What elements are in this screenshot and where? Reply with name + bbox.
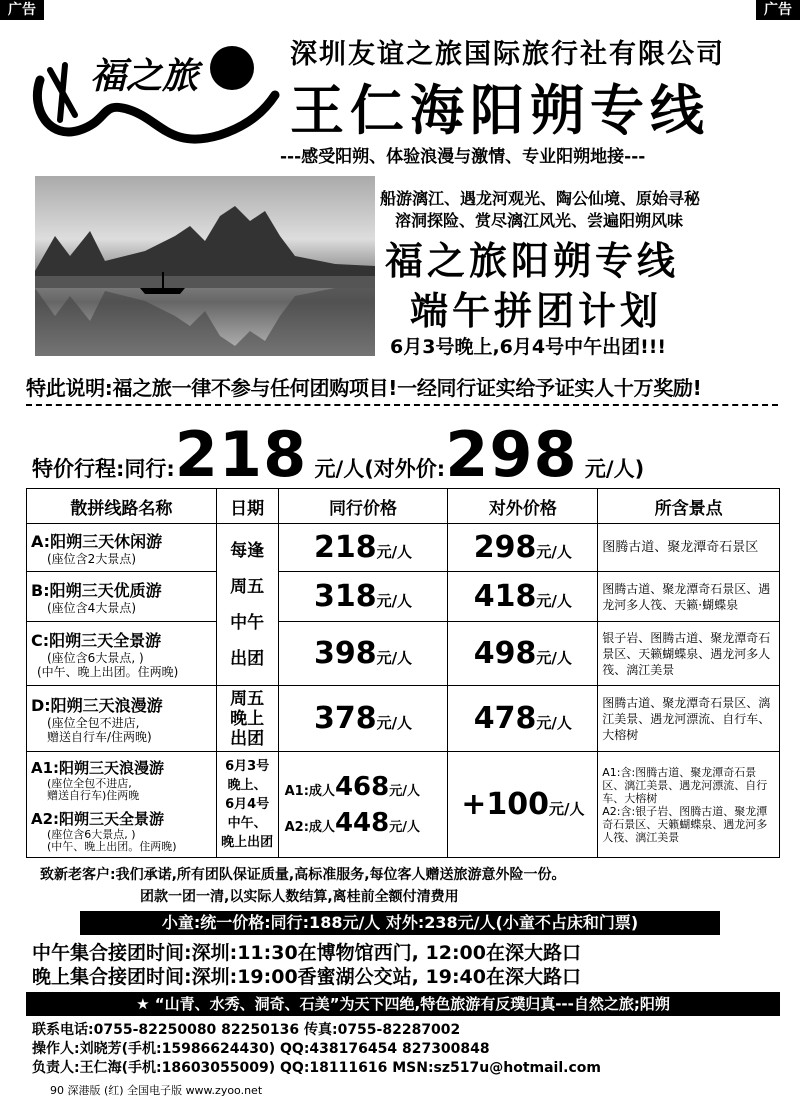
price-unit: 元/人 bbox=[536, 714, 572, 732]
table-row bbox=[27, 572, 780, 622]
date-cell bbox=[216, 524, 278, 686]
route-name: A1:阳朔三天浪漫游 bbox=[31, 758, 165, 777]
peer-price-cell bbox=[278, 752, 448, 858]
route-table bbox=[26, 488, 780, 858]
date-text: 晚上 bbox=[230, 708, 265, 729]
date-text: 6月3号 bbox=[225, 759, 270, 774]
notice: 特此说明:福之旅一律不参与任何团购项目!一经同行证实给予证实人十万奖励! bbox=[26, 376, 702, 400]
route-note: (座位全包不进店, bbox=[47, 776, 132, 790]
date-text: 出团 bbox=[230, 728, 265, 749]
landscape-photo bbox=[35, 176, 375, 356]
public-unit: 元/人) bbox=[577, 457, 645, 481]
sights-cell: 图腾古道、聚龙潭奇石景区 bbox=[598, 524, 780, 572]
route-name-cell bbox=[27, 752, 217, 858]
logo bbox=[20, 40, 280, 150]
promise-line-2: 团款一团一清,以实际人数结算,离桂前全额付清费用 bbox=[140, 889, 459, 905]
date-text: 6月4号 bbox=[225, 797, 270, 812]
price-value: 318 bbox=[313, 579, 377, 614]
route-note: 赠送自行车/住两晚) bbox=[47, 730, 152, 744]
ad-tag-right: 广告 bbox=[756, 0, 800, 20]
date-text: 周五 bbox=[230, 576, 265, 597]
price-unit: 元/人 bbox=[548, 800, 585, 818]
contact-line: 联系电话:0755-82250080 82250136 传真:0755-82287002 bbox=[32, 1022, 461, 1038]
price-value: +100 bbox=[461, 787, 549, 822]
promo-title: 福之旅阳朔专线 bbox=[385, 238, 680, 283]
gather-noon: 中午集合接团时间:深圳:11:30在博物馆西门, 12:00在深大路口 bbox=[32, 942, 581, 964]
sights-a2: A2:含:银子岩、图腾古道、聚龙潭奇石景区、天籁蝴蝶泉、遇龙河多人筏、漓江美景 bbox=[602, 804, 768, 844]
route-name: B:阳朔三天优质游 bbox=[31, 581, 162, 600]
ad-tag-left: 广告 bbox=[0, 0, 44, 20]
sights-a1: A1:含:图腾古道、聚龙潭奇石景区、漓江美景、遇龙河漂流、自行车、大榕树 bbox=[602, 765, 768, 805]
peer-price: 218 bbox=[174, 418, 308, 491]
date-text: 晚上出团 bbox=[221, 835, 274, 850]
route-name: A:阳朔三天休闲游 bbox=[31, 532, 163, 551]
date-text: 出团 bbox=[230, 648, 265, 669]
route-note: (座位含4大景点) bbox=[47, 601, 136, 615]
price-unit: 元/人 bbox=[376, 543, 413, 561]
logo-text: 福之旅 bbox=[90, 55, 199, 97]
sights-cell: 银子岩、图腾古道、聚龙潭奇石景区、天籁蝴蝶泉、遇龙河多人筏、漓江美景 bbox=[598, 622, 780, 686]
promise-line-1: 致新老客户:我们承诺,所有团队保证质量,高标准服务,每位客人赠送旅游意外险一份。 bbox=[40, 867, 566, 883]
date-text: 中午 bbox=[230, 612, 265, 633]
table-header: 所含景点 bbox=[598, 489, 780, 524]
route-name-cell bbox=[27, 686, 217, 752]
public-price-cell bbox=[448, 524, 598, 572]
table-header: 日期 bbox=[216, 489, 278, 524]
price-label: A2:成人 bbox=[284, 819, 335, 835]
promo-subtitle: 端午拼团计划 bbox=[410, 288, 663, 333]
price-value: 468 bbox=[334, 771, 390, 802]
price-label: 特价行程:同行: bbox=[32, 457, 175, 481]
price-unit: 元/人 bbox=[389, 783, 420, 799]
route-name: C:阳朔三天全景游 bbox=[31, 631, 162, 650]
price-unit: 元/人 bbox=[536, 592, 572, 610]
public-price-cell bbox=[448, 752, 598, 858]
route-note: (座位含2大景点) bbox=[47, 552, 136, 566]
company-name: 深圳友谊之旅国际旅行社有限公司 bbox=[290, 39, 725, 70]
public-label: (对外价: bbox=[364, 457, 446, 481]
date-text: 每逢 bbox=[230, 540, 265, 561]
peer-price-cell bbox=[278, 686, 448, 752]
page-footer: 90 深港版 (红) 全国电子版 www.zyoo.net bbox=[50, 1084, 263, 1097]
table-row-special bbox=[27, 752, 780, 858]
route-note: 赠送自行车)住两晚 bbox=[47, 788, 140, 802]
table-header-row bbox=[27, 489, 780, 524]
peer-price-cell bbox=[278, 622, 448, 686]
table-row bbox=[27, 524, 780, 572]
table-header: 散拼线路名称 bbox=[27, 489, 217, 524]
feature-line-1: 船游漓江、遇龙河观光、陶公仙境、原始寻秘 bbox=[380, 189, 701, 208]
public-price-cell bbox=[448, 622, 598, 686]
price-value: 498 bbox=[473, 636, 537, 671]
sights-cell: 图腾古道、聚龙潭奇石景区、漓江美景、遇龙河漂流、自行车、大榕树 bbox=[598, 686, 780, 752]
price-value: 448 bbox=[334, 807, 390, 838]
price-unit: 元/人 bbox=[536, 543, 572, 561]
route-note: (座位含6大景点, ) bbox=[47, 651, 144, 665]
price-value: 298 bbox=[473, 530, 537, 565]
table-header: 对外价格 bbox=[448, 489, 598, 524]
divider bbox=[26, 404, 778, 406]
price-unit: 元/人 bbox=[376, 714, 413, 732]
price-unit: 元/人 bbox=[376, 592, 413, 610]
date-cell bbox=[216, 686, 278, 752]
route-name: D:阳朔三天浪漫游 bbox=[31, 696, 163, 715]
feature-line-2: 溶洞探险、赏尽漓江风光、尝遍阳朔风味 bbox=[395, 211, 684, 230]
price-line bbox=[32, 418, 644, 491]
route-name-cell bbox=[27, 572, 217, 622]
date-text: 周五 bbox=[230, 688, 265, 709]
price-value: 478 bbox=[473, 701, 537, 736]
public-price-cell bbox=[448, 572, 598, 622]
slogan-bar: ★ “山青、水秀、洞奇、石美”为天下四绝,特色旅游有反璞归真---自然之旅;阳朔 bbox=[26, 992, 780, 1016]
gather-night: 晚上集合接团时间:深圳:19:00香蜜湖公交站, 19:40在深大路口 bbox=[32, 966, 581, 988]
price-value: 218 bbox=[313, 530, 377, 565]
price-unit: 元/人 bbox=[389, 819, 420, 835]
route-name: A2:阳朔三天全景游 bbox=[31, 809, 165, 828]
headline: 王仁海阳朔专线 bbox=[290, 79, 710, 142]
child-price-bar: 小童:统一价格:同行:188元/人 对外:238元/人(小童不占床和门票) bbox=[80, 911, 720, 935]
peer-price-cell bbox=[278, 524, 448, 572]
price-value: 418 bbox=[473, 579, 537, 614]
route-name-cell bbox=[27, 524, 217, 572]
public-price-cell bbox=[448, 686, 598, 752]
price-unit: 元/人 bbox=[536, 649, 572, 667]
price-unit: 元/人 bbox=[376, 649, 413, 667]
price-value: 398 bbox=[313, 636, 377, 671]
route-name-cell bbox=[27, 622, 217, 686]
date-text: 晚上、 bbox=[227, 778, 267, 793]
mountain-river-image bbox=[35, 176, 375, 356]
route-note: (中午、晚上出团。住两晚) bbox=[47, 839, 177, 853]
departure-dates: 6月3号晚上,6月4号中午出团!!! bbox=[390, 336, 667, 358]
sights-cell: 图腾古道、聚龙潭奇石景区、遇龙河多人筏、天籁·蝴蝶泉 bbox=[598, 572, 780, 622]
date-cell bbox=[216, 752, 278, 858]
table-row bbox=[27, 686, 780, 752]
contact-line: 操作人:刘晓芳(手机:15986624430) QQ:438176454 827300848 bbox=[32, 1041, 490, 1057]
table-header: 同行价格 bbox=[278, 489, 448, 524]
price-value: 378 bbox=[313, 701, 377, 736]
route-note: (座位全包不进店, bbox=[47, 716, 140, 730]
peer-unit: 元/人 bbox=[307, 457, 365, 481]
peer-price-cell bbox=[278, 572, 448, 622]
sights-cell bbox=[598, 752, 780, 858]
price-label: A1:成人 bbox=[284, 783, 335, 799]
table-row bbox=[27, 622, 780, 686]
route-note: (座位含6大景点, ) bbox=[47, 827, 136, 841]
date-text: 中午、 bbox=[227, 816, 267, 831]
route-note: (中午、晚上出团。住两晚) bbox=[37, 665, 179, 679]
tagline: ---感受阳朔、体验浪漫与激情、专业阳朔地接--- bbox=[280, 147, 646, 167]
contact-line: 负责人:王仁海(手机:18603055009) QQ:18111616 MSN:sz517u@hotmail.com bbox=[32, 1060, 601, 1076]
public-price: 298 bbox=[445, 418, 578, 491]
